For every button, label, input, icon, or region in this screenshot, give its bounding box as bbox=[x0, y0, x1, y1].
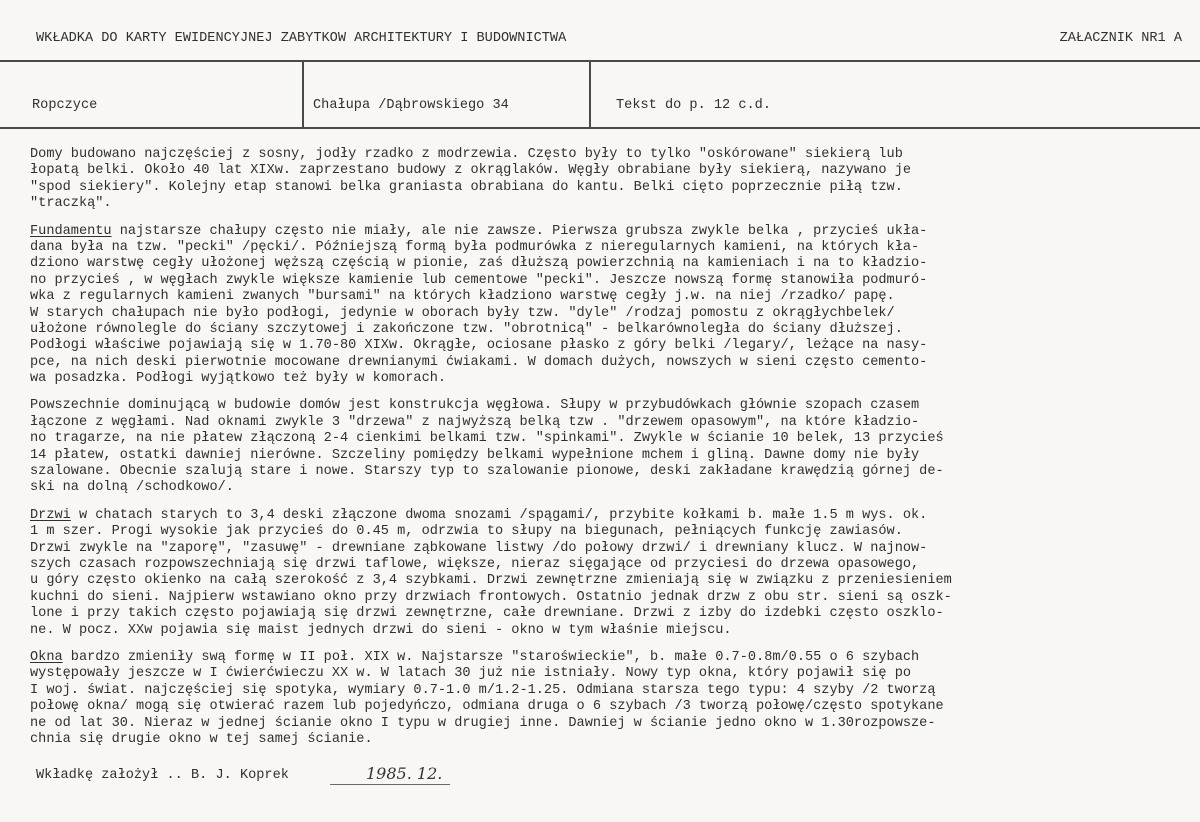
line-text: "spod siekiery". Kolejny etap stanowi belka graniasta obrabiana do kantu. Belki cięto poprzecznie piłą tzw. bbox=[30, 179, 903, 195]
line-text: "traczką". bbox=[30, 196, 112, 212]
line-text: łopatą belki. Około 40 lat XIXw. zaprzestano budowy z okrąglaków. Węgły obrabiane były siekierą, nazywano je bbox=[30, 163, 912, 179]
text-line bbox=[30, 196, 1190, 212]
line-text: 14 płatew, ostatki dawniej nierówne. Szczeliny pomiędzy belkami wypełnione mchem i gliną. Dawne domy nie były bbox=[30, 447, 920, 463]
line-text: I woj. świat. najczęściej się spotyka, wymiary 0.7-1.0 m/1.2-1.25. Odmiana starsza tego typu: 4 szyby /2 tworzą bbox=[30, 682, 936, 698]
line-text: Domy budowano najczęściej z sosny, jodły rzadko z modrzewia. Często były to tylko "oskórowane" siekierą lub bbox=[30, 147, 903, 162]
reference-field: Tekst do p. 12 c.d. bbox=[616, 98, 771, 113]
text-line bbox=[30, 573, 1190, 589]
line-text: u góry często okienko na całą szerokość z 3,4 szybkami. Drzwi zewnętrzne zmieniają się w związku z przeniesieniem bbox=[30, 573, 952, 589]
line-text: ne od lat 30. Nieraz w jednej ścianie okno I typu w drugiej inne. Dawniej w ścianie jedno okno w 1.30rozpowsze- bbox=[30, 715, 936, 731]
line-text: ne. W pocz. XXw pojawia się maist jednych drzwi do sieni - okno w tym właśnie miejscu. bbox=[30, 622, 732, 638]
annex-number: ZAŁACZNIK NR1 A bbox=[1059, 31, 1182, 46]
line-text: Powszechnie dominującą w budowie domów jest konstrukcja węgłowa. Słupy w przybudówkach głównie szopach czasem bbox=[30, 398, 920, 414]
line-text: łączone z węgłami. Nad oknami zwykle 3 "drzewa" z najwyższą belką tzw . "drzewem opasowym", na które kładzio- bbox=[30, 414, 920, 430]
text-line bbox=[30, 398, 1190, 414]
section-heading: Drzwi bbox=[30, 507, 71, 523]
description-text bbox=[30, 147, 1190, 759]
line-text: wka z regularnych kamieni zwanych "bursami" na których kładziono warstwę cegły j.w. na niej /rzadko/ papę. bbox=[30, 289, 895, 305]
text-line bbox=[30, 508, 1190, 524]
paragraph bbox=[30, 398, 1190, 496]
text-line bbox=[30, 371, 1190, 387]
line-text: połowę okna/ mogą się otwierać razem lub pojedyńczo, odmiana druga o 6 szybach /3 tworzą połowę/często spotykane bbox=[30, 699, 944, 715]
line-text: Podłogi właściwe pojawiają się w 1.70-80 XIXw. Okrągłe, ociosane płasko z góry belki /legary/, leżące na nasy- bbox=[30, 338, 928, 354]
text-line bbox=[30, 650, 1190, 666]
signature-line bbox=[330, 784, 450, 785]
line-text: występowały jeszcze w I ćwierćwieczu XX w. W latach 30 już nie istniały. Nowy typ okna, który pojawił się po bbox=[30, 666, 912, 682]
text-line bbox=[30, 322, 1190, 338]
text-line bbox=[30, 623, 1190, 639]
section-heading: Okna bbox=[30, 649, 63, 665]
line-text: Drzwi zwykle na "zaporę", "zasuwę" - drewniane ząbkowane listwy /do połowy drzwi/ i drewniany klucz. W najnow- bbox=[30, 540, 928, 556]
line-text: ski na dolną /schodkowo/. bbox=[30, 480, 234, 496]
text-line bbox=[30, 524, 1190, 540]
text-line bbox=[30, 590, 1190, 606]
text-line bbox=[30, 431, 1190, 447]
text-line bbox=[30, 273, 1190, 289]
object-field: Chałupa /Dąbrowskiego 34 bbox=[313, 98, 509, 113]
section-heading: Fundamentu bbox=[30, 223, 112, 239]
text-line bbox=[30, 541, 1190, 557]
text-line bbox=[30, 180, 1190, 196]
text-line bbox=[30, 306, 1190, 322]
line-text: no tragarze, na nie płatew złączoną 2-4 cienkimi belkami tzw. "spinkami". Zwykle w ścianie 10 belek, 13 przycieś bbox=[30, 431, 944, 447]
line-text: W starych chałupach nie było podłogi, jedynie w oborach były tzw. "dyle" /rodzaj pomostu z okrągłychbelek/ bbox=[30, 305, 895, 321]
line-text: kuchni do sieni. Najpierw wstawiano okno przy drzwiach frontowych. Ostatnio jednak drzw z obu str. sieni są oszk- bbox=[30, 589, 952, 605]
column-divider-1 bbox=[302, 60, 304, 129]
line-text: lone i przy takich często pojawiają się drzwi zewnętrzne, całe drewniane. Drzwi z izby do izdebki często oszklo- bbox=[30, 606, 944, 622]
line-text: wa posadzka. Podłogi wyjątkowo też były w komorach. bbox=[30, 371, 447, 387]
locality-field: Ropczyce bbox=[32, 98, 98, 113]
text-line bbox=[30, 666, 1190, 682]
header-rule bbox=[0, 60, 1200, 62]
line-text: ułożone równolegle do ściany szczytowej i zakończone tzw. "obrotnicą" - belkarównoległa do ściany dłuższej. bbox=[30, 321, 903, 337]
text-line bbox=[30, 256, 1190, 272]
line-text: pce, na nich deski pierwotnie mocowane drewnianymi ćwiakami. W domach dużych, nowszych w sieni często cemento- bbox=[30, 354, 928, 370]
author-label: Wkładkę założył .. B. J. Koprek bbox=[36, 768, 289, 783]
line-text: w chatach starych to 3,4 deski złączone dwoma snozami /spągami/, przybite kołkami b. małe 1.5 m wys. ok. bbox=[70, 507, 928, 523]
line-text: bardzo zmieniły swą formę w II poł. XIX w. Najstarsze "staroświeckie", b. małe 0.7-0.8m/0.55 o 6 szybach bbox=[62, 649, 920, 665]
text-line bbox=[30, 224, 1190, 240]
text-line bbox=[30, 240, 1190, 256]
line-text: dana była na tzw. "pecki" /pęcki/. Późniejszą formą była podmurówka z nieregularnych kamieni, na których kła- bbox=[30, 239, 920, 255]
line-text: szych czasach rozpowszechniają się drzwi taflowe, większe, nieraz sięgające od przyciesi do drzewa opasowego, bbox=[30, 556, 920, 572]
paragraph bbox=[30, 224, 1190, 388]
text-line bbox=[30, 480, 1190, 496]
text-line bbox=[30, 147, 1190, 163]
text-line bbox=[30, 557, 1190, 573]
line-text: najstarsze chałupy często nie miały, ale nie zawsze. Pierwsza grubsza zwykle belka , przycieś ukła- bbox=[111, 223, 928, 239]
text-line bbox=[30, 163, 1190, 179]
text-line bbox=[30, 732, 1190, 748]
handwritten-date: 1985. 12. bbox=[366, 764, 443, 783]
text-line bbox=[30, 448, 1190, 464]
text-line bbox=[30, 355, 1190, 371]
line-text: szalowane. Obecnie szalują stare i nowe. Starszy typ to szalowanie pionowe, deski zakładane krawędzią górnej de- bbox=[30, 464, 944, 480]
text-line bbox=[30, 289, 1190, 305]
card-title: WKŁADKA DO KARTY EWIDENCYJNEJ ZABYTKOW ARCHITEKTURY I BUDOWNICTWA bbox=[36, 31, 567, 46]
text-line bbox=[30, 338, 1190, 354]
text-line bbox=[30, 464, 1190, 480]
line-text: chnia się drugie okno w tej samej ścianie. bbox=[30, 731, 373, 747]
paragraph bbox=[30, 650, 1190, 748]
record-rule bbox=[0, 127, 1200, 129]
line-text: dziono warstwę cegły ułożonej węższą częścią w pionie, zaś dłuższą powierzchnią na kamieniach i na to kładzio- bbox=[30, 256, 928, 272]
paragraph bbox=[30, 147, 1190, 213]
column-divider-2 bbox=[589, 60, 591, 129]
text-line bbox=[30, 683, 1190, 699]
paragraph bbox=[30, 508, 1190, 639]
text-line bbox=[30, 716, 1190, 732]
text-line bbox=[30, 415, 1190, 431]
line-text: no przycieś , w węgłach zwykle większe kamienie lub cementowe "pecki". Jeszcze nowszą formę stanowiła podmuró- bbox=[30, 272, 928, 288]
line-text: 1 m szer. Progi wysokie jak przycieś do 0.45 m, odrzwia to słupy na biegunach, pełniących funkcję zawiasów. bbox=[30, 524, 903, 540]
text-line bbox=[30, 606, 1190, 622]
text-line bbox=[30, 699, 1190, 715]
